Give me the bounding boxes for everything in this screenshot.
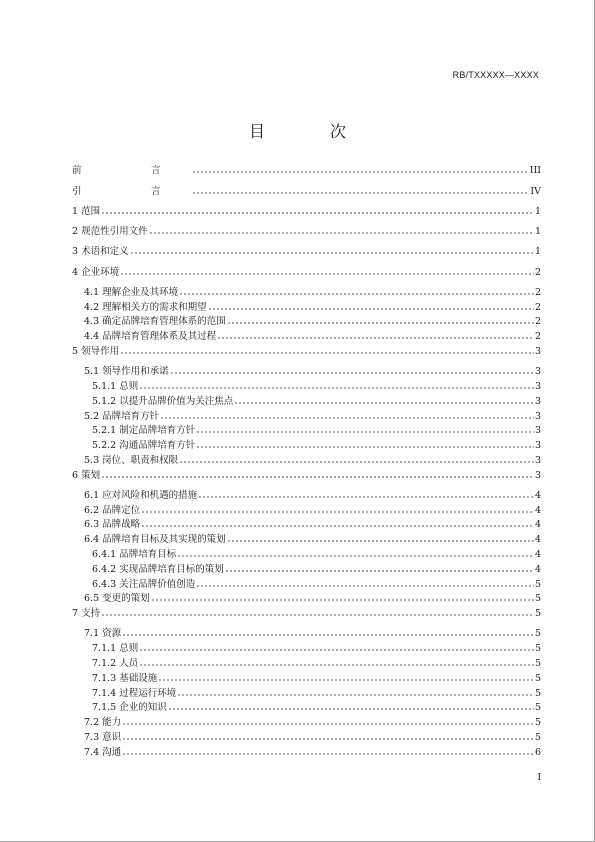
toc-entry-label: 4 企业环境 [72,266,120,278]
toc-entry-label: 7.1.4 过程运行环境 [92,687,177,699]
toc-entry-label: 6.1 应对风险和机遇的措施 [84,489,198,501]
toc-entry-page: 1 [534,206,541,217]
toc-entry[interactable] [72,561,541,576]
dot-leader [122,625,534,636]
toc-entry[interactable] [72,502,541,517]
toc-entry-page: 6 [534,746,541,758]
toc-entry-label: 4.3 确定品牌培育管理体系的范围 [84,316,226,328]
toc-entry-label: 引 言 [72,185,191,197]
dot-leader [177,685,534,696]
toc-entry-page: 5 [534,658,541,670]
toc-entry-page: 5 [534,628,541,640]
toc-entry[interactable] [72,531,541,546]
dot-leader [179,452,534,463]
toc-entry-label: 7.2 能力 [84,717,122,729]
toc-entry-label: 6.5 变更的策划 [84,593,150,605]
toc-entry-label: 5.1.1 总则 [92,380,139,392]
toc-entry-label: 7.1.5 企业的知识 [92,702,167,714]
dot-leader [139,655,534,666]
toc-entry[interactable] [72,243,541,263]
toc-entry[interactable] [72,393,541,408]
toc-entry-page: 2 [534,286,541,298]
toc-entry[interactable] [72,343,541,363]
dot-leader [158,670,534,681]
dot-leader [196,422,534,433]
toc-entry-label: 6.4 品牌培育目标及其实现的策划 [84,534,226,546]
toc-entry-label: 4.1 理解企业及其环境 [84,286,179,298]
toc-entry[interactable] [72,328,541,343]
toc-entry-page: 2 [534,331,541,343]
toc-entry-label: 前 言 [72,165,191,176]
toc-entry[interactable] [72,576,541,591]
toc-entry-page: 5 [534,578,541,590]
toc-entry[interactable] [72,655,541,670]
toc-entry-page: 3 [534,366,541,378]
toc-entry[interactable] [72,685,541,700]
toc-entry[interactable] [72,605,541,625]
toc-entry-label: 6.3 品牌战略 [84,519,141,531]
toc-entry-page: 3 [534,454,541,466]
dot-leader [234,393,534,404]
toc-entry-label: 7.3 意识 [84,732,122,744]
toc-entry-page: 3 [534,410,541,422]
toc-entry-page: 4 [534,519,541,531]
toc-entry-label: 6.4.2 实现品牌培育目标的策划 [92,563,224,575]
toc-entry-label: 5.2.2 沟通品牌培育方针 [92,440,196,452]
toc-entry[interactable] [72,162,541,183]
toc-entry[interactable] [72,422,541,437]
toc-entry-page: 4 [534,563,541,575]
toc-entry[interactable] [72,640,541,655]
dot-leader [120,264,534,275]
toc-entry-page: 2 [534,316,541,328]
toc-entry[interactable] [72,452,541,467]
toc-entry[interactable] [72,284,541,299]
toc-title: 目 次 [248,122,377,141]
toc-entry-label: 3 术语和定义 [72,246,129,258]
toc-entry[interactable] [72,699,541,714]
dot-leader [120,343,534,354]
toc-entry-page: 5 [534,608,541,620]
dot-leader [198,487,534,498]
toc-entry[interactable] [72,487,541,502]
toc-entry-label: 6.4.1 品牌培育目标 [92,549,177,561]
toc-entry[interactable] [72,516,541,531]
toc-entry-label: 5.1.2 以提升品牌价值为关注焦点 [92,395,234,407]
toc-entry-page: 5 [534,643,541,655]
dot-leader [130,243,534,254]
toc-entry-label: 5.2 品牌培育方针 [84,410,160,422]
toc-entry[interactable] [72,670,541,685]
toc-entry-label: 7.1.3 基础设施 [92,672,158,684]
toc-entry[interactable] [72,546,541,561]
toc-entry[interactable] [72,467,541,487]
toc-entry-label: 6.4.3 关注品牌价值创造 [92,578,196,590]
toc-entry-page: 3 [534,380,541,392]
toc-entry[interactable] [72,625,541,640]
toc-entry[interactable] [72,264,541,284]
dot-leader [101,203,534,214]
toc-entry-label: 4.2 理解相关方的需求和期望 [84,301,207,313]
dot-leader [139,378,534,389]
toc-entry-label: 7.4 沟通 [84,746,122,758]
table-of-contents [72,162,541,759]
dot-leader [122,744,534,755]
toc-entry[interactable] [72,313,541,328]
toc-entry-label: 7.1.1 总则 [92,643,139,655]
page-number: I [537,773,541,783]
toc-entry-label: 2 规范性引用文件 [72,226,148,238]
toc-entry[interactable] [72,378,541,393]
dot-leader [141,516,534,527]
toc-entry-page: 1 [534,246,541,258]
toc-entry-label: 5.3 岗位、职责和权限 [84,454,179,466]
toc-entry[interactable] [72,714,541,729]
toc-entry-page: III [529,165,541,176]
dot-leader [101,605,534,616]
toc-entry-page: 2 [534,301,541,313]
dot-leader [168,699,534,710]
toc-entry-label: 6.2 品牌定位 [84,504,141,516]
toc-entry[interactable] [72,223,541,243]
toc-entry-page: 2 [534,266,541,278]
dot-leader [151,590,534,601]
toc-entry-label: 7.1.2 人员 [92,658,139,670]
toc-entry[interactable] [72,590,541,605]
dot-leader [179,284,534,295]
dot-leader [141,502,534,513]
dot-leader [177,546,534,557]
toc-entry-label: 7.1 资源 [84,628,122,640]
dot-leader [122,714,534,725]
dot-leader [196,576,534,587]
dot-leader [170,363,534,374]
toc-entry[interactable] [72,729,541,744]
toc-entry-page: 5 [534,593,541,605]
dot-leader [227,531,534,542]
dot-leader [160,408,534,419]
dot-leader [139,640,534,651]
dot-leader [192,162,529,173]
toc-entry-page: 1 [534,226,541,238]
toc-entry-label: 4.4 品牌培育管理体系及其过程 [84,331,217,343]
toc-entry-page: 5 [534,732,541,744]
toc-entry-label: 5 领导作用 [72,345,120,357]
dot-leader [192,183,530,194]
toc-entry[interactable] [72,203,541,223]
toc-entry-label: 5.1 领导作用和承诺 [84,366,169,378]
toc-entry[interactable] [72,408,541,423]
dot-leader [101,467,534,478]
toc-entry-label: 6 策划 [72,469,101,481]
toc-entry[interactable] [72,744,541,759]
dot-leader [225,561,534,572]
toc-entry-page: 4 [534,534,541,546]
dot-leader [208,299,534,310]
dot-leader [196,437,534,448]
toc-entry-label: 1 范围 [72,206,101,217]
toc-entry-page: 3 [534,345,541,357]
toc-entry[interactable] [72,183,541,204]
toc-entry[interactable] [72,299,541,314]
toc-entry-page: 3 [534,469,541,481]
toc-entry-label: 7 支持 [72,608,101,620]
toc-entry-page: 5 [534,687,541,699]
toc-entry-page: IV [530,185,541,197]
toc-entry-page: 4 [534,504,541,516]
toc-entry-page: 4 [534,489,541,501]
toc-entry-label: 5.2.1 制定品牌培育方针 [92,425,196,437]
toc-entry-page: 5 [534,717,541,729]
toc-entry-page: 3 [534,440,541,452]
toc-entry-page: 5 [534,672,541,684]
toc-entry-page: 5 [534,702,541,714]
toc-entry-page: 4 [534,549,541,561]
toc-entry-page: 3 [534,425,541,437]
dot-leader [122,729,534,740]
toc-entry[interactable] [72,363,541,378]
document-code: RB/TXXXXX—XXXX [452,70,539,80]
dot-leader [149,223,534,234]
toc-entry[interactable] [72,437,541,452]
dot-leader [217,328,534,339]
toc-entry-page: 3 [534,395,541,407]
dot-leader [227,313,534,324]
